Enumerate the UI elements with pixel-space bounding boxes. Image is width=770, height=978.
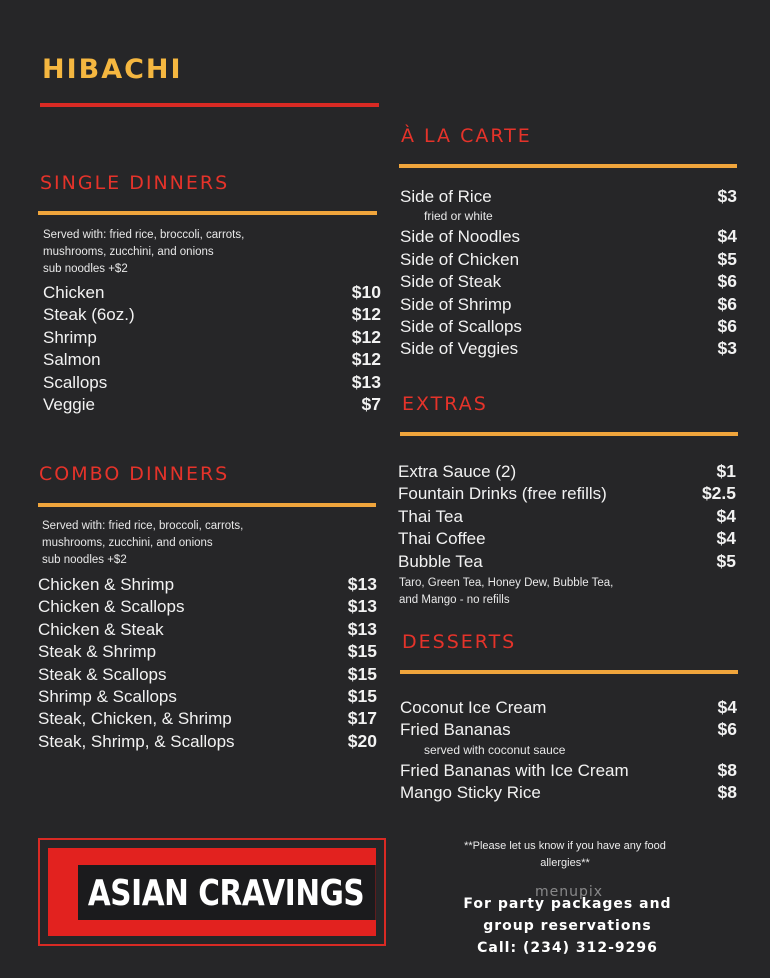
menu-item xyxy=(43,303,381,325)
item-name: Steak (6oz.) xyxy=(43,305,135,325)
menu-item xyxy=(38,730,377,752)
menu-item xyxy=(38,663,377,685)
item-price: $5 xyxy=(716,550,736,571)
item-name: Steak & Shrimp xyxy=(38,642,157,662)
menu-item xyxy=(400,315,737,337)
item-name: Steak, Shrimp, & Scallops xyxy=(38,731,235,751)
item-price: $5 xyxy=(717,248,737,269)
item-price: $13 xyxy=(347,618,377,639)
menu-item xyxy=(38,707,377,729)
item-name: Chicken & Scallops xyxy=(38,597,185,617)
menu-item xyxy=(400,781,737,803)
item-name: Fountain Drinks (free refills) xyxy=(398,484,607,504)
note-line: sub noodles +$2 xyxy=(42,554,127,566)
menu-item xyxy=(398,460,736,482)
menu-item xyxy=(400,185,737,207)
note-line: mushrooms, zucchini, and onions xyxy=(43,246,214,258)
item-price: $4 xyxy=(717,697,737,717)
extras-note xyxy=(399,575,613,609)
extras-divider xyxy=(400,432,738,436)
item-name: Steak & Scallops xyxy=(38,664,167,684)
note-line: mushrooms, zucchini, and onions xyxy=(42,537,213,549)
item-price: $6 xyxy=(717,271,737,292)
item-price: $15 xyxy=(347,641,377,662)
single-dinners-title: SINGLE DINNERS xyxy=(40,172,230,194)
item-name: Fried Bananas xyxy=(400,720,511,740)
single-dinners-divider xyxy=(38,211,377,215)
logo-banner xyxy=(48,848,376,936)
menu-item xyxy=(398,527,736,549)
menu-item xyxy=(400,248,737,270)
item-price: $17 xyxy=(347,708,377,729)
menu-item xyxy=(38,640,377,662)
menu-item xyxy=(43,371,381,393)
party-line: group reservations xyxy=(483,918,652,934)
logo-wordmark: ASIAN CRAVINGS xyxy=(78,865,376,920)
item-name: Bubble Tea xyxy=(398,551,483,571)
item-price: $12 xyxy=(351,326,381,347)
item-price: $20 xyxy=(347,730,377,751)
item-name: Side of Veggies xyxy=(400,339,519,359)
menu-item xyxy=(400,225,737,247)
item-price: $12 xyxy=(351,304,381,325)
item-price: $7 xyxy=(361,393,381,414)
item-name: Chicken xyxy=(43,283,105,302)
combo-dinners-list xyxy=(38,573,377,752)
watermark: menupix xyxy=(535,884,604,900)
item-price: $13 xyxy=(347,574,377,594)
item-name: Side of Chicken xyxy=(400,249,520,269)
item-price: $15 xyxy=(347,685,377,706)
item-name: Veggie xyxy=(43,394,95,414)
desserts-list xyxy=(400,696,737,804)
item-price: $10 xyxy=(351,282,381,302)
item-price: $6 xyxy=(717,315,737,336)
item-price: $8 xyxy=(717,759,737,780)
note-line: and Mango - no refills xyxy=(399,594,510,606)
combo-dinners-divider xyxy=(38,503,376,507)
item-name: Side of Steak xyxy=(400,272,502,292)
note-line: Served with: fried rice, broccoli, carrots, xyxy=(43,229,245,241)
menu-item xyxy=(38,595,377,617)
extras-title: EXTRAS xyxy=(402,393,488,415)
menu-item xyxy=(398,550,736,572)
menu-item xyxy=(43,326,381,348)
menu-item xyxy=(400,759,737,781)
item-name: Mango Sticky Rice xyxy=(400,783,541,803)
menu-item xyxy=(38,618,377,640)
item-name: Coconut Ice Cream xyxy=(400,698,547,717)
note-line: sub noodles +$2 xyxy=(43,263,128,275)
extras-list xyxy=(398,460,736,572)
menu-item xyxy=(400,270,737,292)
combo-dinners-title: COMBO DINNERS xyxy=(39,463,230,485)
item-price: $2.5 xyxy=(701,483,736,504)
desserts-title: DESSERTS xyxy=(402,631,517,653)
allergy-notice xyxy=(440,838,690,872)
menu-item xyxy=(43,348,381,370)
item-price: $13 xyxy=(347,596,377,617)
item-description: served with coconut sauce xyxy=(424,742,566,757)
allergy-line: allergies** xyxy=(540,857,590,869)
phone-number: Call: (234) 312-9296 xyxy=(477,940,658,956)
menu-item xyxy=(38,573,377,595)
item-name: Salmon xyxy=(43,350,101,370)
item-price: $1 xyxy=(716,461,736,481)
logo-box xyxy=(38,838,386,946)
single-dinners-note xyxy=(43,227,244,278)
menu-item xyxy=(398,505,736,527)
item-price: $6 xyxy=(717,293,737,314)
menu-item xyxy=(400,718,737,740)
item-price: $4 xyxy=(716,528,736,549)
item-name: Side of Rice xyxy=(400,187,492,206)
item-name: Shrimp & Scallops xyxy=(38,686,177,706)
item-name: Thai Tea xyxy=(398,506,463,526)
item-name: Side of Shrimp xyxy=(400,294,512,314)
note-line: Served with: fried rice, broccoli, carrots, xyxy=(42,520,244,532)
menu-item xyxy=(400,337,737,359)
item-name: Side of Noodles xyxy=(400,227,521,247)
desserts-divider xyxy=(400,670,738,674)
a-la-carte-divider xyxy=(399,164,737,168)
combo-dinners-note xyxy=(42,518,243,569)
menu-item xyxy=(400,696,737,718)
item-price: $3 xyxy=(717,338,737,359)
item-price: $13 xyxy=(351,371,381,392)
item-name: Chicken & Shrimp xyxy=(38,575,175,594)
item-name: Fried Bananas with Ice Cream xyxy=(400,760,629,780)
party-line: For party packages and xyxy=(463,896,672,912)
a-la-carte-title: À LA CARTE xyxy=(401,125,532,147)
item-name: Steak, Chicken, & Shrimp xyxy=(38,709,232,729)
item-price: $4 xyxy=(716,505,736,526)
menu-item xyxy=(43,281,381,303)
page-title: HIBACHI xyxy=(42,54,183,85)
item-price: $12 xyxy=(351,349,381,370)
item-price: $8 xyxy=(717,782,737,803)
item-description: fried or white xyxy=(424,209,493,224)
item-name: Side of Scallops xyxy=(400,316,522,336)
a-la-carte-list xyxy=(400,185,737,360)
item-price: $15 xyxy=(347,663,377,684)
item-name: Scallops xyxy=(43,372,108,392)
item-name: Shrimp xyxy=(43,327,97,347)
menu-item xyxy=(398,482,736,504)
item-price: $6 xyxy=(717,719,737,740)
menu-item xyxy=(43,393,381,415)
item-name: Chicken & Steak xyxy=(38,619,164,639)
item-name: Extra Sauce (2) xyxy=(398,462,517,481)
item-price: $3 xyxy=(717,186,737,206)
item-price: $4 xyxy=(717,226,737,247)
menu-item xyxy=(400,293,737,315)
party-reservations xyxy=(445,893,690,959)
single-dinners-list xyxy=(43,281,381,415)
note-line: Taro, Green Tea, Honey Dew, Bubble Tea, xyxy=(399,577,614,589)
title-divider xyxy=(40,103,379,107)
allergy-line: **Please let us know if you have any food xyxy=(464,840,666,852)
item-name: Thai Coffee xyxy=(398,529,486,549)
menu-item xyxy=(38,685,377,707)
